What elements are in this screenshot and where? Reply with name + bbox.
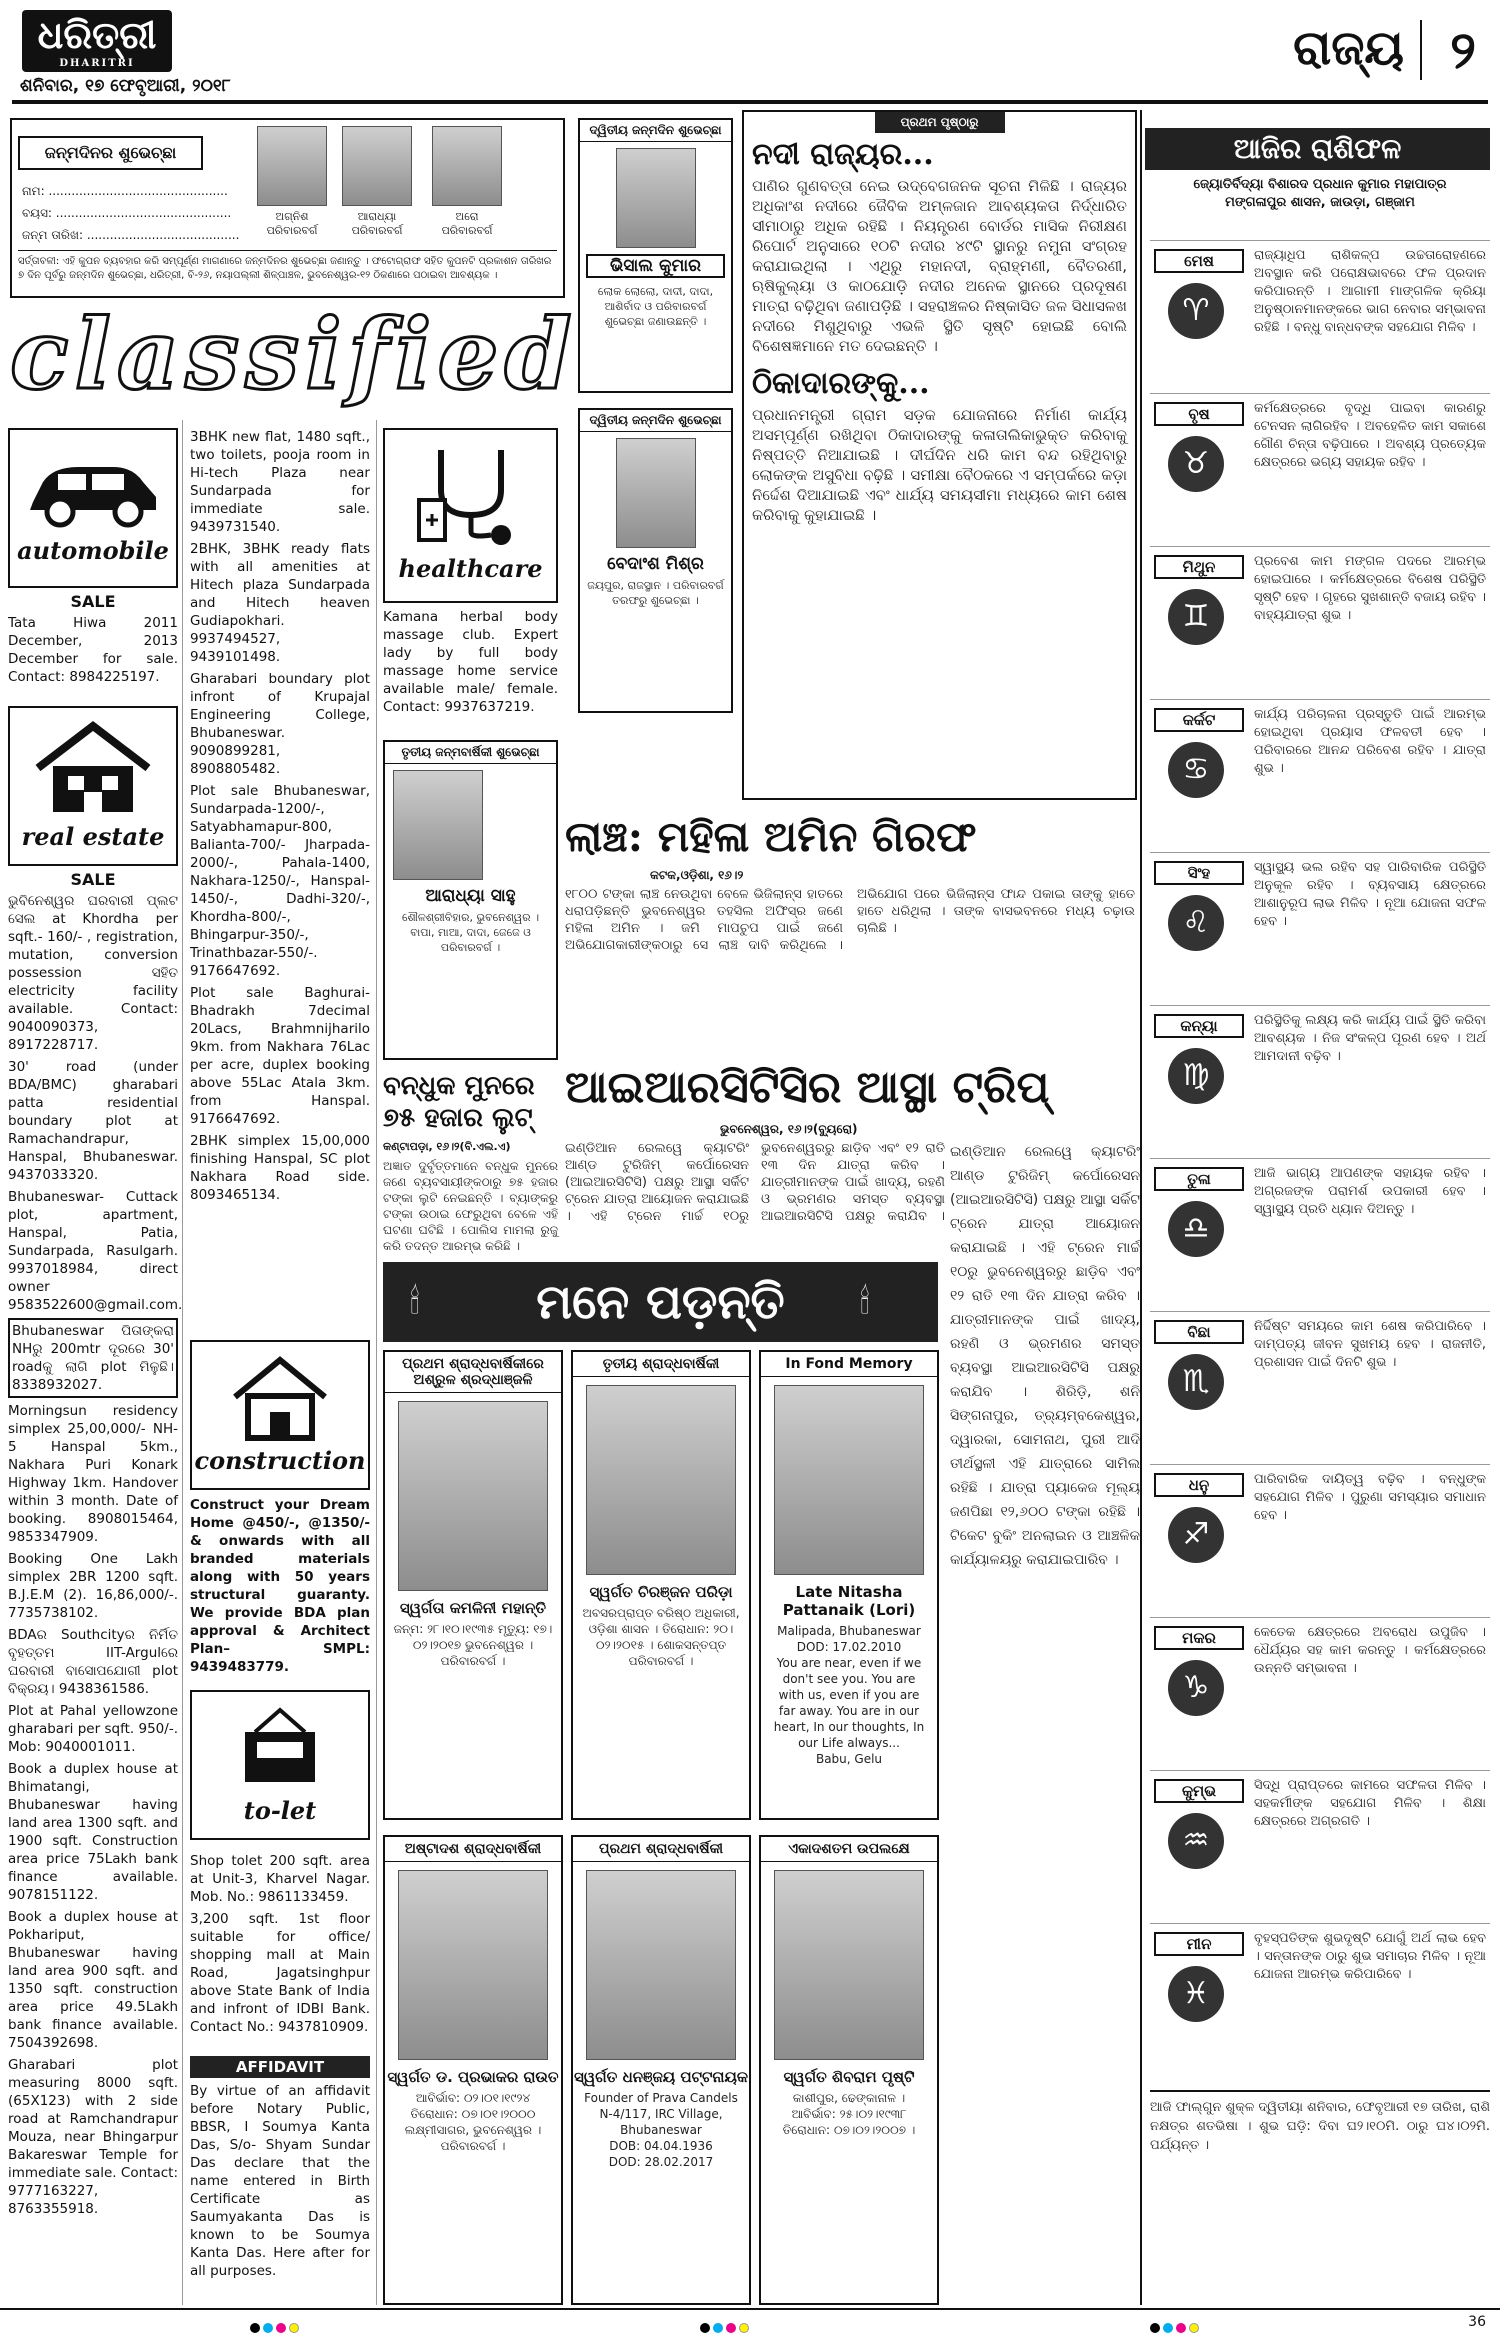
zodiac-icon: ♏ bbox=[1168, 1354, 1224, 1410]
zodiac-name: କନ୍ୟା bbox=[1154, 1014, 1244, 1038]
zodiac-icon: ♌ bbox=[1168, 895, 1224, 951]
classified-ad: Gharabari boundary plot infront of Krupajal Engineering College, Bhubaneswar. 9090899281, 8908805482. bbox=[190, 671, 370, 777]
news-body: ୧୮୦୦ ଟଙ୍କା ଲାଞ୍ଚ ନେଉଥିବା ବେଳେ ଭିଜିଲାନ୍ସ ହାତରେ ଧରାପଡ଼ିଛନ୍ତି ଭୁବନେଶ୍ୱର ତହସିଲ ଅଫିସ୍‌ର ଜଣେ ମହିଳା ଅମିନ । ଜମି ମାପଚୁପ ପାଇଁ ଜଣେ ଅଭିଯୋଗକାରୀଙ୍କଠାରୁ ସେ ଲାଞ୍ଚ ଦାବି କରିଥିଲେ । ଅଭିଯୋଗ ପରେ ଭିଜିଲାନ୍ସ ଫାନ୍ଦ ପକାଇ ତାଙ୍କୁ ହାତେ ହାତେ ଧରିଥିଲା । ତାଙ୍କ ବାସଭବନରେ ମଧ୍ୟ ଚଢ଼ାଉ ଚାଲିଛି । bbox=[565, 887, 1135, 953]
horoscope-row bbox=[1150, 1770, 1490, 1923]
construction-category bbox=[190, 1340, 370, 1490]
memorial-card bbox=[571, 1350, 751, 1820]
car-icon bbox=[18, 442, 168, 532]
news-headline: ବନ୍ଧୁକ ମୁନରେ ୭୫ ହଜାର ଲୁଟ୍ bbox=[383, 1071, 535, 1133]
memorial-info: କାଶୀପୁର, ଢେଙ୍କାନାଳ । ଆବିର୍ଭାବ: ୨୫।୦୨।୧୯୩୮ ତିରୋଧାନ: ୦୭।୦୨।୨୦୦୭ । bbox=[782, 2091, 916, 2137]
classified-ad: By virtue of an affidavit before Notary Public, BBSR, I Soumya Kanta Das, S/o- Shyam Sundar Das declare that the name entered in Birth Certificate as Saumyakanta Das is known to be Soumya Kanta Das. Here after for all purposes. bbox=[190, 2083, 370, 2279]
birthday-wish-card bbox=[578, 118, 733, 393]
candle-icon: 🕯 bbox=[410, 1282, 420, 1322]
real-estate-category bbox=[8, 706, 178, 866]
news-headline: ଠିକାଦାରଙ୍କୁ... bbox=[752, 366, 930, 401]
classified-ad: Kamana herbal body massage club. Expert lady by full body massage home service available male/ female. Contact: 9937637219. bbox=[383, 609, 558, 715]
horoscope-text: ରାଜ୍ୟାଧିପ ରାଶିକଳ୍ପ ଉଚ୍ଚତାରୋହଣରେ ଅବସ୍ଥାନ କରି ପରୋକ୍ଷଭାବରେ ଫଳ ପ୍ରଦାନ କରିପାରନ୍ତି । ଆଗାମୀ ମାଙ୍ଗଳିକ କ୍ରିୟା ଅନୁଷ୍ଠାନମାନଙ୍କରେ ଭାଗ ନେବାର ସମ୍ଭାବନା ରହିଛି । ବନ୍ଧୁ ବାନ୍ଧବଙ୍କ ସହଯୋଗ ମିଳିବ । bbox=[1254, 248, 1486, 335]
zodiac-name: ବୃଷ bbox=[1154, 402, 1244, 426]
wish-body: ଶୌଳଶ୍ରୀବିହାର, ଭୁବନେଶ୍ୱର । ବାପା, ମାଆ, ଦାଦା, ଜେଜେ ଓ ପରିବାରବର୍ଗ । bbox=[401, 911, 540, 954]
newspaper-logo: ଧରିତ୍ରୀ DHARITRI bbox=[22, 10, 172, 72]
wish-body: ଜୟପୁର, ରାଜସ୍ଥାନ । ପରିବାରବର୍ଗ ତରଫରୁ ଶୁଭେଚ୍ଛା । bbox=[587, 579, 724, 607]
news-body: ଇଣ୍ଡିଆନ ରେଲୱେ କ୍ୟାଟରିଂ ଆଣ୍ଡ ଟୁରିଜିମ୍ କର୍ପୋରେସନ (ଆଇଆରସିଟିସି) ପକ୍ଷରୁ ଆସ୍ଥା ସର୍କିଟ ଟ୍ରେନ ଯାତ୍ରା ଆୟୋଜନ କରାଯାଇଛି । ଏହି ଟ୍ରେନ ମାର୍ଚ୍ଚ ୧୦ରୁ ଭୁବନେଶ୍ୱରରୁ ଛାଡ଼ିବ ଏବଂ ୧୨ ରାତି ୧୩ ଦିନ ଯାତ୍ରା କରିବ । ଯାତ୍ରୀମାନଙ୍କ ପାଇଁ ଖାଦ୍ୟ, ରହଣି ଓ ଭ୍ରମଣର ସମସ୍ତ ବ୍ୟବସ୍ଥା ଆଇଆରସିଟିସି ପକ୍ଷରୁ କରାଯିବ । bbox=[565, 1141, 945, 1224]
classified-ad: Bhubaneswar- Cuttack plot, apartment, Hanspal, Patia, Sundarpada, Rasulgarh. 9937018984, direct owner 9583522600@gmail.com. bbox=[8, 1189, 183, 1313]
classified-ad: Plot sale Bhubaneswar, Sundarpada-1200/-, Satyabhamapur-800, Balianta-700/- Jharpada-2000/-, Pahala-1400, Nakhara-1250/-, Hanspal-1450/-, Dadhi-320/-, Khordha-800/-, Bhingarpur-350/-, Trinathbazar-550/-. 9176647692. bbox=[190, 783, 370, 979]
building-outline-icon bbox=[220, 1352, 340, 1442]
memorial-photo bbox=[774, 1385, 924, 1575]
coupon-field-dob[interactable]: ଜନ୍ମ ତାରିଖ: ........................................ bbox=[22, 228, 240, 242]
to-let-category bbox=[190, 1690, 370, 1840]
horoscope-row bbox=[1150, 1464, 1490, 1617]
memorial-info: ଅବସରପ୍ରାପ୍ତ ବରିଷ୍ଠ ଅଧିକାରୀ, ଓଡ଼ିଶା ଶାସନ । ତିରୋଧାନ: ୨୦।୦୨।୨୦୧୫ । ଶୋକସନ୍ତପ୍ତ ପରିବାରବର୍ଗ । bbox=[582, 1606, 740, 1668]
memorial-name: ସ୍ୱର୍ଗତା କମଳିନୀ ମହାନ୍ତି bbox=[399, 1599, 547, 1617]
birthday-wish-card bbox=[578, 408, 733, 713]
automobile-label: automobile bbox=[17, 536, 169, 565]
zodiac-name: ତୁଳା bbox=[1154, 1167, 1244, 1191]
column-separator bbox=[182, 420, 183, 2305]
memorial-card bbox=[759, 1350, 939, 1820]
horoscope-text: ବୃହସ୍ପତିଙ୍କ ଶୁଭଦୃଷ୍ଟି ଯୋଗୁଁ ଅର୍ଥ ଲାଭ ହେବ । ସନ୍ତାନଙ୍କ ଠାରୁ ଶୁଭ ସମାଚାର ମିଳିବ । ନୂଆ ଯୋଜନା ଆରମ୍ଭ କରିପାରିବେ । bbox=[1254, 1931, 1486, 1982]
issue-date: ଶନିବାର, ୧୭ ଫେବୃଆରୀ, ୨୦୧୮ bbox=[20, 76, 231, 96]
section-title: ରାଜ୍ୟ bbox=[1293, 20, 1404, 76]
house-icon bbox=[28, 718, 158, 818]
classified-ad: Plot sale Baghurai-Bhadrakh 7decimal 20Lacs, Brahmnijharilo 9km. from Nakhara 76Lac per acre, duplex booking above 55Lac Atala 3km. from Hanspal. 9176647692. bbox=[190, 985, 370, 1127]
child-photo bbox=[393, 770, 483, 880]
classified-ad: Gharabari plot measuring 8000 sqft. (65X123) with 2 side road at Ramchandrapur Mouza, near Bhingarpur Bakareswar Temple for immediate sale. Contact: 9777163227, 8763355918. bbox=[8, 2057, 178, 2217]
obituary-banner: ମନେ ପଡ଼ନ୍ତି bbox=[383, 1262, 938, 1342]
memorial-name: Late Nitasha Pattanaik (Lori) bbox=[782, 1583, 916, 1619]
memorial-name: ସ୍ୱର୍ଗତ ଧନଞ୍ଜୟ ପଟ୍ଟନାୟକ bbox=[574, 2068, 748, 2086]
horoscope-row bbox=[1150, 1158, 1490, 1311]
coupon-field-age[interactable]: ବୟସ: .............................................. bbox=[22, 206, 232, 220]
wish-name: ଭିସାଲ କୁମାର bbox=[586, 254, 725, 278]
horoscope-text: ଆଜି ଭାଗ୍ୟ ଆପଣଙ୍କ ସହାୟକ ରହିବ । ଅଗ୍ରଜଙ୍କ ପରାମର୍ଶ ଉପକାରୀ ହେବ । ସ୍ୱାସ୍ଥ୍ୟ ପ୍ରତି ଧ୍ୟାନ ଦିଅନ୍ତୁ । bbox=[1254, 1166, 1486, 1217]
coupon-terms: ସର୍ତ୍ତାବଳୀ: ଏହି କୁପନ ବ୍ୟବହାର କରି ସମ୍ପୂର୍ଣ୍ଣ ମାଗଣାରେ ଜନ୍ମଦିନର ଶୁଭେଚ୍ଛା ଜଣାନ୍ତୁ । ଫଟୋଗ୍ରାଫ ସହିତ କୁପନଟି ପ୍ରକାଶନ ତାରିଖର ୭ ଦିନ ପୂର୍ବରୁ ଜନ୍ମଦିନ ଶୁଭେଚ୍ଛା, ଧରିତ୍ରୀ, ବି-୨୬, ନୟାପଲ୍ଲୀ ଶିଳ୍ପାଞ୍ଚଳ, ଭୁବନେଶ୍ୱର-୧୨ ଠିକଣାରେ ପଠାଇବା ଆବଶ୍ୟକ । bbox=[18, 250, 557, 283]
horoscope-title: ଆଜିର ରାଶିଫଳ bbox=[1145, 128, 1490, 170]
classified-title: classified bbox=[10, 298, 578, 411]
memorial-card bbox=[759, 1835, 939, 2305]
memorial-heading: ପ୍ରଥମ ଶ୍ରାଦ୍ଧବାର୍ଷିକୀରେ ଅଶ୍ରୁଳ ଶ୍ରଦ୍ଧାଞ୍ଜଳି bbox=[385, 1352, 561, 1393]
zodiac-name: କର୍କଟ bbox=[1154, 708, 1244, 732]
zodiac-name: ବିଛା bbox=[1154, 1320, 1244, 1344]
memorial-card bbox=[383, 1350, 563, 1820]
construction-label: construction bbox=[194, 1446, 366, 1475]
horoscope-row bbox=[1150, 240, 1490, 393]
memorial-name: ସ୍ୱର୍ଗତ ଶିବରାମ ପୃଷ୍ଟି bbox=[783, 2068, 915, 2086]
sale-heading: SALE bbox=[70, 870, 116, 889]
memorial-info: ଆବିର୍ଭାବ: ୦୨।୦୧।୧୯୨୪ ତିରୋଧାନ: ୦୭।୦୧।୨୦୦୦ ଲକ୍ଷ୍ମୀସାଗର, ଭୁବନେଶ୍ୱର । ପରିବାରବର୍ଗ । bbox=[404, 2091, 542, 2153]
horoscope-row bbox=[1150, 393, 1490, 546]
memorial-photo bbox=[586, 1870, 736, 2060]
zodiac-icon: ♑ bbox=[1168, 1660, 1224, 1716]
memorial-photo bbox=[398, 1870, 548, 2060]
zodiac-icon: ♎ bbox=[1168, 1201, 1224, 1257]
column-separator bbox=[1140, 110, 1142, 2305]
horoscope-row bbox=[1150, 1617, 1490, 1770]
news-headline: ଲାଞ୍ଚ: ମହିଳା ଅମିନ ଗିରଫ bbox=[565, 812, 977, 861]
to-let-sign-icon bbox=[225, 1702, 335, 1792]
to-let-label: to-let bbox=[243, 1796, 317, 1825]
news-dateline: କଟକ,ଓଡ଼ିଶା, ୧୬।୨ bbox=[650, 868, 744, 882]
affidavit-heading: AFFIDAVIT bbox=[190, 2056, 370, 2078]
news-body-continued: ଇଣ୍ଡିଆନ ରେଲୱେ କ୍ୟାଟରିଂ ଆଣ୍ଡ ଟୁରିଜିମ୍ କର୍ପୋରେସନ (ଆଇଆରସିଟିସି) ପକ୍ଷରୁ ଆସ୍ଥା ସର୍କିଟ ଟ୍ରେନ ଯାତ୍ରା ଆୟୋଜନ କରାଯାଇଛି । ଏହି ଟ୍ରେନ ମାର୍ଚ୍ଚ ୧୦ରୁ ଭୁବନେଶ୍ୱରରୁ ଛାଡ଼ିବ ଏବଂ ୧୨ ରାତି ୧୩ ଦିନ ଯାତ୍ରା କରିବ । ଯାତ୍ରୀମାନଙ୍କ ପାଇଁ ଖାଦ୍ୟ, ରହଣି ଓ ଭ୍ରମଣର ସମସ୍ତ ବ୍ୟବସ୍ଥା ଆଇଆରସିଟିସି ପକ୍ଷରୁ କରାଯିବ । ଶିରିଡ଼ି, ଶନି ସିଙ୍ଗନାପୁର, ତ୍ର୍ୟମ୍ବକେଶ୍ୱର, ଦ୍ୱାରକା, ସୋମନାଥ, ପୁରୀ ଆଦି ତୀର୍ଥସ୍ଥଳୀ ଏହି ଯାତ୍ରାରେ ସାମିଲ ରହିଛି । ଯାତ୍ରା ପ୍ୟାକେଜ ମୂଲ୍ୟ ଜଣପିଛା ୧୨,୬୦୦ ଟଙ୍କା ରହିଛି । ଟିକେଟ ବୁକିଂ ଅନଲାଇନ ଓ ଆଞ୍ଚଳିକ କାର୍ଯ୍ୟାଳୟରୁ କରାଯାଇପାରିବ । bbox=[950, 1144, 1140, 1568]
wish-name: ଆରାଧ୍ୟା ସାହୁ bbox=[425, 886, 516, 906]
classified-ad: 30' road (under BDA/BMC) gharabari patta residential boundary plot at Ramachandrapur, Hanspal, Bhubaneswar. 9437033320. bbox=[8, 1059, 178, 1183]
classified-ad-boxed: Bhubaneswar ପିତାଙ୍କରା NHରୁ 200mtr ଦୂରରେ 30' roadକୁ ଲାଗି plot ମିଳୁଛି। 8338932027. bbox=[8, 1318, 178, 1398]
registration-marks bbox=[1150, 2318, 1202, 2334]
news-body: ପ୍ରଧାନମନ୍ତ୍ରୀ ଗ୍ରାମ ସଡ଼କ ଯୋଜନାରେ ନିର୍ମାଣ କାର୍ଯ୍ୟ ଅସମ୍ପୂର୍ଣ୍ଣ ରଖିଥିବା ଠିକାଦାରଙ୍କୁ କଳାତାଲିକାଭୁକ୍ତ କରିବାକୁ ନିଷ୍ପତ୍ତି ନିଆଯାଇଛି । ଦୀର୍ଘଦିନ ଧରି କାମ ବନ୍ଦ ରହିଥିବାରୁ ଲୋକଙ୍କ ଅସୁବିଧା ବଢ଼ିଛି । ସମୀକ୍ଷା ବୈଠକରେ ଏ ସମ୍ପର୍କରେ କଡ଼ା ନିର୍ଦ୍ଦେଶ ଦିଆଯାଇଛି ଏବଂ ଧାର୍ଯ୍ୟ ସମୟସୀମା ମଧ୍ୟରେ କାମ ଶେଷ କରିବାକୁ କୁହାଯାଇଛି । bbox=[752, 406, 1127, 524]
memorial-heading: ଏକାଦଶତମ ଉପଲକ୍ଷେ bbox=[761, 1837, 937, 1862]
birthday-wish-card bbox=[383, 740, 558, 1060]
zodiac-name: ମକର bbox=[1154, 1626, 1244, 1650]
memorial-info: Malipada, Bhubaneswar DOD: 17.02.2010 You are near, even if we don't see you. You are with us, even if you are far away. You are in our heart, In our thoughts, In our Life always... Babu, Gelu bbox=[773, 1624, 925, 1766]
horoscope-text: କାର୍ଯ୍ୟ ପରିଚାଳନା ପ୍ରସ୍ତୁତି ପାଇଁ ଆରମ୍ଭ ହୋଇଥିବା ପ୍ରୟାସ ଫଳବତୀ ହେବ । ପରିବାରରେ ଆନନ୍ଦ ପରିବେଶ ରହିବ । ଯାତ୍ରା ଶୁଭ । bbox=[1254, 707, 1486, 776]
zodiac-icon: ♓ bbox=[1168, 1966, 1224, 2022]
healthcare-label: healthcare bbox=[398, 554, 543, 583]
zodiac-icon: ♊ bbox=[1168, 589, 1224, 645]
page-footer bbox=[0, 2308, 1500, 2334]
memorial-card bbox=[383, 1835, 563, 2305]
healthcare-category bbox=[383, 428, 558, 603]
coupon-field-name[interactable]: ନାମ: ............................................... bbox=[22, 184, 228, 198]
candle-icon: 🕯 bbox=[860, 1282, 870, 1322]
classified-ad: Shop tolet 200 sqft. area at Unit-3, Kharvel Nagar. Mob. No.: 9861133459. bbox=[190, 1853, 370, 1905]
birthday-coupon bbox=[10, 118, 565, 298]
automobile-category bbox=[8, 428, 178, 588]
horoscope-row bbox=[1150, 1311, 1490, 1464]
zodiac-name: ମେଷ bbox=[1154, 249, 1244, 273]
astrologer-credit: ଜ୍ୟୋତିର୍ବିଦ୍ୟା ବିଶାରଦ ପ୍ରଧାନ କୁମାର ମହାପାତ୍ର ମଙ୍ଗଳାପୁର ଶାସନ, ଜାଉଡ଼ା, ଗଞ୍ଜାମ bbox=[1193, 177, 1447, 210]
real-estate-label: real estate bbox=[21, 822, 165, 851]
page-number: ୨ bbox=[1450, 20, 1476, 81]
memorial-photo bbox=[586, 1385, 736, 1575]
zodiac-icon: ♉ bbox=[1168, 436, 1224, 492]
wish-title: ଦ୍ୱିତୀୟ ଜନ୍ମଦିନ ଶୁଭେଚ୍ଛା bbox=[580, 410, 731, 432]
classified-ad: Morningsun residency simplex 25,00,000/- NH-5 Hanspal 5km., Nakhara Puri Konark Highway 1km. Handover within 3 month. Date of booking. 8908015464, 9853347909. bbox=[8, 1403, 178, 1545]
child-caption: ଅଗ୍ନିଶ ପରିବାରବର୍ଗ bbox=[266, 210, 318, 237]
news-body: ଅଜ୍ଞାତ ଦୁର୍ବୃତ୍ତମାନେ ବନ୍ଧୁକ ମୁନରେ ଜଣେ ବ୍ୟବସାୟୀଙ୍କଠାରୁ ୭୫ ହଜାର ଟଙ୍କା ଲୁଟି ନେଇଛନ୍ତି । ବ୍ୟାଙ୍କରୁ ଟଙ୍କା ଉଠାଇ ଫେରୁଥିବା ବେଳେ ଏହି ଘଟଣା ଘଟିଛି । ପୋଲିସ ମାମଲା ରୁଜୁ କରି ତଦନ୍ତ ଆରମ୍ଭ କରିଛି । bbox=[383, 1159, 558, 1253]
memorial-photo bbox=[398, 1401, 548, 1591]
front-page-continuation bbox=[742, 110, 1137, 800]
child-caption: ଆରାଧ୍ୟା ପରିବାରବର୍ଗ bbox=[351, 210, 403, 237]
horoscope-text: ସ୍ୱାସ୍ଥ୍ୟ ଭଲ ରହିବ ସହ ପାରିବାରିକ ପରିସ୍ଥିତି ଅନୁକୂଳ ରହିବ । ବ୍ୟବସାୟ କ୍ଷେତ୍ରରେ ଆଶାନୁରୂପ ଲାଭ ମିଳିବ । ନୂଆ ଯୋଜନା ସଫଳ ହେବ । bbox=[1254, 860, 1486, 929]
memorial-name: ସ୍ୱର୍ଗତ ଚିରଞ୍ଜନ ପରିଡ଼ା bbox=[589, 1583, 733, 1601]
classified-ad: Book a duplex house at Bhimatangi, Bhubaneswar having land area 1300 sqft. and 1900 sqft. Construction area price 75Lakh bank finance available. 9078151122. bbox=[8, 1761, 178, 1903]
zodiac-icon: ♍ bbox=[1168, 1048, 1224, 1104]
zodiac-name: ମିଥୁନ bbox=[1154, 555, 1244, 579]
classified-ad: 3BHK new flat, 1480 sqft., two toilets, pooja room in Hi-tech Plaza near Sundarpada for immediate sale. 9439731540. bbox=[190, 429, 370, 535]
zodiac-icon: ♐ bbox=[1168, 1507, 1224, 1563]
horoscope-row bbox=[1150, 1005, 1490, 1158]
classified-ad: 3,200 sqft. 1st floor suitable for office/ shopping mall at Main Road, Jagatsinghpur above State Bank of India and infront of IDBI Bank. Contact No.: 9437810909. bbox=[190, 1911, 370, 2035]
horoscope-row bbox=[1150, 1923, 1490, 2076]
news-headline: ଆଇଆରସିଟିସିର ଆସ୍ଥା ଟ୍ରିପ୍ bbox=[565, 1062, 1050, 1113]
horoscope-text: କର୍ମକ୍ଷେତ୍ରରେ ବୃଦ୍ଧି ପାଇବା କାରଣରୁ ଟେନସନ ଲାଗିରହିବ । ଅବହେଳିତ କାମ ସକାଶେ ଗୌଣ ଚିନ୍ତା ବଢ଼ିପାରେ । ଅବଶ୍ୟ ପ୍ରତ୍ୟେକ କ୍ଷେତ୍ରରେ ଭଗ୍ୟ ସହାୟକ ରହିବ । bbox=[1254, 401, 1486, 470]
memorial-heading: In Fond Memory bbox=[761, 1352, 937, 1377]
child-photo bbox=[616, 148, 696, 248]
memorial-name: ସ୍ୱର୍ଗତ ଡ. ପ୍ରଭାକର ରାଉତ bbox=[387, 2068, 559, 2086]
classified-ad: Plot at Pahal yellowzone gharabari per sqft. 950/-. Mob: 9040001011. bbox=[8, 1703, 178, 1755]
horoscope-text: ନିର୍ଦ୍ଦିଷ୍ଟ ସମୟରେ କାମ ଶେଷ କରିପାରିବେ । ଦାମ୍ପତ୍ୟ ଜୀବନ ସୁଖମୟ ହେବ । ରାଜନୀତି, ପ୍ରଶାସନ ପାଇଁ ଦିନଟି ଶୁଭ । bbox=[1254, 1319, 1486, 1370]
classified-ad: ଭୁବିନେଶ୍ୱର ଘରବାରୀ ପ୍ଲଟ ସେଲ at Khordha per sqft.- 160/- , registration, mutation, conversion possession ସହିତ electricity facility available. Contact: 9040090373, 8917228717. bbox=[8, 893, 178, 1053]
memorial-heading: ତୃତୀୟ ଶ୍ରାଦ୍ଧବାର୍ଷିକୀ bbox=[573, 1352, 749, 1377]
classified-ad: Tata Hiwa 2011 December, 2013 December for sale. Contact: 8984225197. bbox=[8, 615, 178, 685]
child-caption: ଅରୋ ପରିବାରବର୍ଗ bbox=[441, 210, 493, 237]
classified-ad: BDAର Southcityର ନିର୍ମିତ ବୃହତ୍ତମ IIT-Argulରେ ଘରବାରୀ ବାସୋପଯୋଗୀ plot ବିକ୍ରୟ। 9438361586. bbox=[8, 1627, 178, 1697]
classified-ad: Book a duplex house at Pokhariput, Bhubaneswar having land area 900 sqft. and 1350 sqft. construction area price 49.5Lakh bank finance available. 7504392698. bbox=[8, 1909, 178, 2051]
classified-ad: 2BHK, 3BHK ready flats with all amenities at Hitech plaza Sundarpada and Hitech heaven Gudiapokhari. 9937494527, 9439101498. bbox=[190, 541, 370, 665]
birthday-coupon-title: ଜନ୍ମଦିନର ଶୁଭେଚ୍ଛା bbox=[18, 136, 203, 170]
child-photo bbox=[432, 126, 502, 206]
stethoscope-icon bbox=[411, 440, 531, 550]
zodiac-name: ଧନୁ bbox=[1154, 1473, 1244, 1497]
news-dateline: ଭୁବନେଶ୍ୱର, ୧୬।୨(ବ୍ୟୁରୋ) bbox=[720, 1122, 858, 1136]
zodiac-icon: ♋ bbox=[1168, 742, 1224, 798]
zodiac-icon: ♈ bbox=[1168, 283, 1224, 339]
memorial-info: Founder of Prava Candels N-4/117, IRC Village, Bhubaneswar DOB: 04.04.1936 DOD: 28.02.2017 bbox=[584, 2091, 738, 2169]
wish-title: ଦ୍ୱିତୀୟ ଜନ୍ମଦିନ ଶୁଭେଚ୍ଛା bbox=[580, 120, 731, 142]
horoscope-text: କେତେକ କ୍ଷେତ୍ରରେ ଅବରୋଧ ଉପୁଜିବ । ଧୈର୍ଯ୍ୟର ସହ କାମ କରନ୍ତୁ । କର୍ମକ୍ଷେତ୍ରରେ ଉନ୍ନତି ସମ୍ଭାବନା । bbox=[1254, 1625, 1486, 1676]
classified-ad: 2BHK simplex 15,00,000 finishing Hanspal, SC plot Nakhara Road side. 8093465134. bbox=[190, 1133, 370, 1203]
horoscope-text: ପରିସ୍ଥିତିକୁ ଲକ୍ଷ୍ୟ କରି କାର୍ଯ୍ୟ ପାଇଁ ସ୍ଥିତି କରିବା ଆବଶ୍ୟକ । ନିଜ ସଂକଳ୍ପ ପୂରଣ ହେବ । ଅର୍ଥ ଆମଦାନୀ ବଢ଼ିବ । bbox=[1254, 1013, 1486, 1064]
column-separator bbox=[376, 420, 377, 2305]
wish-name: ବେଦାଂଶ ମିଶ୍ର bbox=[607, 554, 704, 574]
zodiac-icon: ♒ bbox=[1168, 1813, 1224, 1869]
classified-column-2b bbox=[190, 1852, 370, 2040]
horoscope-row bbox=[1150, 699, 1490, 852]
birthday-coupon-fields bbox=[22, 180, 239, 246]
panchang-footer: ଆଜି ଫାଲ୍‌ଗୁନ ଶୁକ୍ଳ ଦ୍ୱିତୀୟା ଶନିବାର, ଫେବୃଆରୀ ୧୭ ତାରିଖ, ରାଶି ନକ୍ଷତ୍ର ଶତଭିଷା । ଶୁଭ ଘଡ଼ି: ଦିବା ଘ୨।୧୦ମି. ଠାରୁ ଘ୪।୦୨ମି. ପର୍ଯ୍ୟନ୍ତ । bbox=[1150, 2090, 1490, 2155]
horoscope-text: ପ୍ରବେଶ କାମ ମଙ୍ଗଳ ପଦରେ ଆରମ୍ଭ ହୋଇପାରେ । କର୍ମକ୍ଷେତ୍ରରେ ବିଶେଷ ପରିସ୍ଥିତି ସୃଷ୍ଟି ହେବ । ଗୃହରେ ସୁଖଶାନ୍ତି ବଜାୟ ରହିବ । ବାହ୍ୟଯାତ୍ରା ଶୁଭ । bbox=[1254, 554, 1486, 623]
classified-column-1 bbox=[8, 892, 183, 2222]
zodiac-name: କୁମ୍ଭ bbox=[1154, 1779, 1244, 1803]
news-body: ପାଣିର ଗୁଣବତ୍ତା ନେଇ ଉଦ୍ବେଗଜନକ ସୂଚନା ମିଳିଛି । ରାଜ୍ୟର ଅଧିକାଂଶ ନଦୀରେ ଜୈବିକ ଅମ୍ଳଜାନ ଆବଶ୍ୟକତା ନିର୍ଦ୍ଧାରିତ ସୀମାଠାରୁ ଅଧିକ ରହିଛି । ନିୟନ୍ତ୍ରଣ ବୋର୍ଡର ମାସିକ ନିରୀକ୍ଷଣ ରିପୋର୍ଟ ଅନୁସାରେ ୧୦ଟି ନଦୀର ୪୯ଟି ସ୍ଥାନରୁ ନମୁନା ସଂଗ୍ରହ କରାଯାଇଥିଲା । ଏଥିରୁ ମହାନଦୀ, ବ୍ରାହ୍ମଣୀ, ବୈତରଣୀ, ଋଷିକୁଲ୍ୟା ଓ କାଠଯୋଡ଼ି ନଦୀର ଅନେକ ସ୍ଥାନରେ ପ୍ରଦୂଷଣ ମାତ୍ରା ବଢ଼ିଥିବା ଜଣାପଡ଼ିଛି । ସହରାଞ୍ଚଳର ନିଷ୍କାସିତ ଜଳ ସିଧାସଳଖ ନଦୀରେ ମିଶୁଥିବାରୁ ଏଭଳି ସ୍ଥିତି ସୃଷ୍ଟି ହୋଇଛି ବୋଲି ବିଶେଷଜ୍ଞମାନେ ମତ ଦେଇଛନ୍ତି । bbox=[752, 177, 1127, 355]
horoscope-text: ସିଦ୍ଧି ପ୍ରାପ୍ତରେ କାମରେ ସଫଳତା ମିଳିବ । ସହକର୍ମୀଙ୍କ ସହଯୋଗ ମିଳିବ । ଶିକ୍ଷା କ୍ଷେତ୍ରରେ ଅଗ୍ରଗତି । bbox=[1254, 1778, 1486, 1829]
registration-marks bbox=[250, 2318, 302, 2334]
news-headline: ନଦୀ ରାଜ୍ୟର... bbox=[752, 137, 934, 172]
registration-marks bbox=[700, 2318, 752, 2334]
wish-title: ତୃତୀୟ ଜନ୍ମବାର୍ଷିକୀ ଶୁଭେଚ୍ଛା bbox=[385, 742, 556, 764]
masthead-rule bbox=[12, 100, 1488, 104]
memorial-heading: ଅଷ୍ଟାଦଶ ଶ୍ରାଦ୍ଧବାର୍ଷିକୀ bbox=[385, 1837, 561, 1862]
horoscope-row bbox=[1150, 852, 1490, 1005]
memorial-photo bbox=[774, 1870, 924, 2060]
horoscope-text: ପାରିବାରିକ ଦାୟିତ୍ୱ ବଢ଼ିବ । ବନ୍ଧୁଙ୍କ ସହଯୋଗ ମିଳିବ । ପୁରୁଣା ସମସ୍ୟାର ସମାଧାନ ହେବ । bbox=[1254, 1472, 1486, 1523]
child-photo bbox=[342, 126, 412, 206]
masthead-divider bbox=[1420, 20, 1422, 80]
memorial-info: ଜନ୍ମ: ୨୮।୧୦।୧୯୩୫ ମୃତ୍ୟୁ: ୧୭।୦୨।୨୦୧୭ ଭୁବନେଶ୍ୱର । ପରିବାରବର୍ଗ । bbox=[393, 1622, 553, 1668]
classified-column-2 bbox=[190, 428, 370, 1208]
section-tag: ପ୍ରଥମ ପୃଷ୍ଠାରୁ bbox=[875, 112, 1005, 133]
wish-body: ଲୋକ ଲୋଲୋ, ଦାଦୀ, ଦାଦା, ଆଶିର୍ବାଦ ଓ ପରିବାରବର୍ଗ ଶୁଭେଚ୍ଛା ଜଣାଉଛନ୍ତି । bbox=[597, 285, 714, 328]
child-photo bbox=[257, 126, 327, 206]
horoscope-row bbox=[1150, 546, 1490, 699]
memorial-heading: ପ୍ରଥମ ଶ୍ରାଦ୍ଧବାର୍ଷିକୀ bbox=[573, 1837, 749, 1862]
zodiac-name: ସିଂହ bbox=[1154, 861, 1244, 885]
news-dateline: କଣ୍ଟାପଡ଼ା, ୧୬।୨(ବି.ଏଲ.ଏ) bbox=[383, 1140, 511, 1153]
folio-number: 36 bbox=[1468, 2314, 1486, 2330]
sale-heading: SALE bbox=[70, 592, 116, 611]
child-photo bbox=[616, 438, 696, 548]
classified-ad: Booking One Lakh simplex 2BR 1200 sqft. B.J.E.M (2). 16,86,000/-. 7735738102. bbox=[8, 1551, 178, 1621]
memorial-card bbox=[571, 1835, 751, 2305]
zodiac-name: ମୀନ bbox=[1154, 1932, 1244, 1956]
classified-ad: Construct your Dream Home @450/-, @1350/- & onwards with all branded materials along with 50 years structural guaranty. We provide BDA plan approval & Architect Plan– SMPL: 9439483779. bbox=[190, 1497, 370, 1675]
